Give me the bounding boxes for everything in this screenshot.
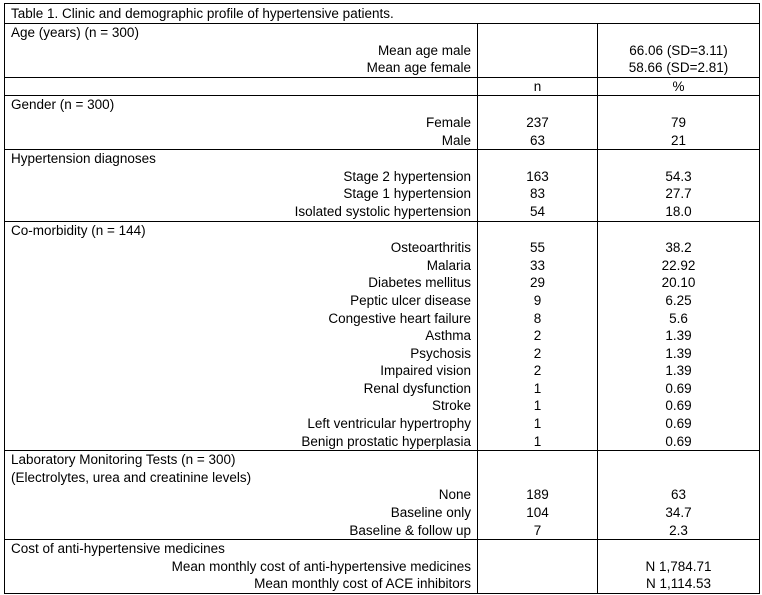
row-pct: 0.69 — [665, 433, 692, 449]
section-hypertension — [5, 150, 760, 221]
row-n — [484, 575, 591, 593]
section-header-gender: Gender (n = 300) — [11, 97, 115, 113]
row-label: Isolated systolic hypertension — [294, 203, 471, 219]
section-header-laboratory: Laboratory Monitoring Tests (n = 300) — [11, 452, 236, 468]
row-pct: 79 — [670, 114, 687, 130]
row-pct: 38.2 — [665, 240, 692, 256]
row-n: 9 — [533, 292, 542, 308]
row-pct: 22.92 — [661, 257, 696, 273]
row-n: 8 — [533, 310, 542, 326]
section-laboratory — [5, 451, 760, 540]
section-header-comorbidity: Co-morbidity (n = 144) — [11, 222, 146, 238]
row-label: Stage 1 hypertension — [343, 186, 471, 202]
row-label: Mean age female — [366, 60, 471, 76]
section-age — [5, 24, 760, 78]
row-pct: 0.69 — [665, 380, 692, 396]
row-n: 83 — [529, 186, 546, 202]
row-pct: 27.7 — [665, 186, 692, 202]
profile-table — [4, 3, 760, 594]
cost-n-cell — [478, 540, 598, 594]
row-label: Baseline only — [390, 505, 471, 521]
row-pct: 5.6 — [669, 310, 688, 326]
row-label: Female — [425, 114, 471, 130]
hypertension-n-cell — [478, 150, 598, 221]
row-pct: 21 — [670, 132, 687, 148]
comorbidity-n-cell — [478, 221, 598, 451]
row-pct: 63 — [670, 487, 687, 503]
gender-pct-cell — [598, 96, 760, 150]
row-label: Left ventricular hypertrophy — [307, 416, 471, 432]
row-n: 63 — [529, 132, 546, 148]
cost-pct-cell — [598, 540, 760, 594]
row-label: Stroke — [431, 398, 471, 414]
column-header-n: n — [478, 77, 598, 96]
hypertension-pct-cell — [598, 150, 760, 221]
row-n: 2 — [533, 345, 542, 361]
row-label: Baseline & follow up — [349, 522, 471, 538]
row-pct: 34.7 — [665, 505, 692, 521]
row-pct: 66.06 (SD=3.11) — [629, 42, 728, 58]
row-n: 163 — [526, 168, 549, 184]
row-n: 55 — [529, 240, 546, 256]
row-pct: 2.3 — [669, 522, 688, 538]
row-n: 189 — [526, 487, 549, 503]
row-label: Asthma — [425, 328, 471, 344]
row-n: 2 — [533, 328, 542, 344]
laboratory-labels-cell — [5, 451, 478, 540]
section-subheader-laboratory: (Electrolytes, urea and creatinine levels) — [11, 469, 252, 485]
row-n: 237 — [526, 114, 549, 130]
row-pct: 6.25 — [665, 292, 692, 308]
row-label: Impaired vision — [380, 363, 471, 379]
comorbidity-pct-cell — [598, 221, 760, 451]
row-label: Stage 2 hypertension — [343, 168, 471, 184]
row-label: Renal dysfunction — [363, 380, 471, 396]
row-label: None — [438, 487, 471, 503]
row-label: Congestive heart failure — [328, 310, 471, 326]
row-n — [484, 59, 591, 77]
row-pct: 1.39 — [665, 363, 692, 379]
row-pct: N 1,114.53 — [645, 576, 712, 592]
row-pct: 1.39 — [665, 345, 692, 361]
row-n: 33 — [529, 257, 546, 273]
comorbidity-labels-cell — [5, 221, 478, 451]
section-header-cost: Cost of anti-hypertensive medicines — [11, 541, 225, 557]
row-label: Psychosis — [410, 345, 471, 361]
row-label: Mean monthly cost of anti-hypertensive medicines — [171, 558, 471, 574]
row-pct: 0.69 — [665, 398, 692, 414]
section-header-age: Age (years) (n = 300) — [11, 25, 139, 40]
row-n: 104 — [526, 505, 549, 521]
row-label: Mean age male — [377, 42, 471, 58]
gender-n-cell — [478, 96, 598, 150]
row-n: 54 — [529, 203, 546, 219]
column-header-blank — [5, 77, 478, 96]
row-n — [484, 558, 591, 576]
row-n: 2 — [533, 363, 542, 379]
row-label: Male — [441, 132, 471, 148]
table-title-row — [5, 4, 760, 24]
age-n-cell — [478, 24, 598, 78]
laboratory-pct-cell — [598, 451, 760, 540]
laboratory-n-cell — [478, 451, 598, 540]
row-n: 7 — [533, 522, 542, 538]
row-pct: 0.69 — [665, 416, 692, 432]
row-label: Malaria — [426, 257, 471, 273]
column-header-pct: % — [598, 77, 760, 96]
row-pct: 20.10 — [661, 275, 696, 291]
row-n: 29 — [529, 275, 546, 291]
cost-labels-cell — [5, 540, 478, 594]
row-label: Benign prostatic hyperplasia — [301, 433, 471, 449]
row-n: 1 — [533, 398, 542, 414]
row-pct: 54.3 — [665, 168, 692, 184]
section-header-hypertension: Hypertension diagnoses — [11, 151, 156, 167]
row-n — [484, 42, 591, 60]
row-label: Osteoarthritis — [390, 240, 471, 256]
column-header-row — [5, 77, 760, 96]
row-label: Mean monthly cost of ACE inhibitors — [254, 576, 471, 592]
age-pct-cell — [598, 24, 760, 78]
gender-labels-cell — [5, 96, 478, 150]
section-gender — [5, 96, 760, 150]
row-label: Diabetes mellitus — [368, 275, 471, 291]
row-pct: 58.66 (SD=2.81) — [628, 60, 729, 76]
section-cost — [5, 540, 760, 594]
section-comorbidity — [5, 221, 760, 451]
row-pct: 18.0 — [665, 203, 692, 219]
age-labels-cell — [5, 24, 478, 78]
row-pct: N 1,784.71 — [645, 558, 712, 574]
row-n: 1 — [533, 380, 542, 396]
table-title: Table 1. Clinic and demographic profile of hypertensive patients. — [5, 4, 760, 24]
row-label: Peptic ulcer disease — [350, 292, 471, 308]
row-n: 1 — [533, 416, 542, 432]
row-pct: 1.39 — [665, 328, 692, 344]
hypertension-labels-cell — [5, 150, 478, 221]
row-n: 1 — [533, 433, 542, 449]
